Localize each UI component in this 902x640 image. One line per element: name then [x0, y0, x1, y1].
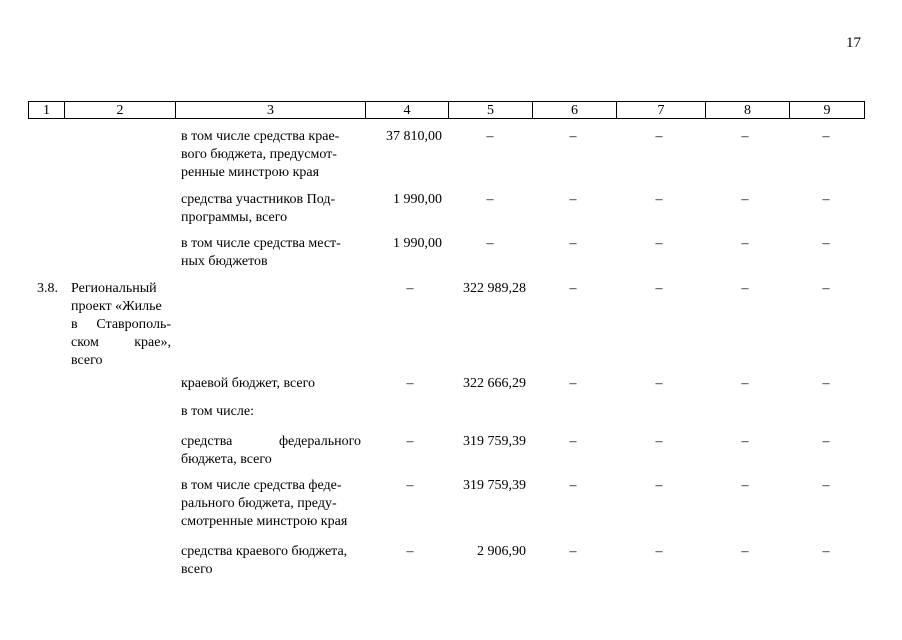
header-cell: 1: [29, 102, 65, 119]
header-cell: 3: [176, 102, 366, 119]
page-number: 17: [846, 35, 861, 51]
text-line: программы, всего: [181, 210, 288, 225]
text-line: Региональный: [71, 281, 157, 296]
row-description: [181, 543, 361, 579]
value-col6: –: [569, 376, 577, 391]
value-col9: –: [822, 478, 830, 493]
text-line: краевой бюджет, всего: [181, 376, 316, 391]
text-line: в том числе:: [181, 404, 254, 419]
value-col9: –: [822, 192, 830, 207]
value-col6: –: [569, 434, 577, 449]
value-col8: –: [741, 376, 749, 391]
value-col7: –: [655, 434, 663, 449]
value-col5: –: [486, 192, 494, 207]
value-col5: 2 906,90: [477, 544, 526, 559]
value-col8: –: [741, 281, 749, 296]
value-col7: –: [655, 129, 663, 144]
value-col9: –: [822, 129, 830, 144]
value-col6: –: [569, 281, 577, 296]
value-col4: –: [406, 478, 414, 493]
text-line: проект «Жилье: [71, 299, 162, 314]
value-col8: –: [741, 236, 749, 251]
value-col7: –: [655, 281, 663, 296]
header-cell: 9: [790, 102, 865, 119]
value-col7: –: [655, 192, 663, 207]
value-col9: –: [822, 281, 830, 296]
value-col6: –: [569, 129, 577, 144]
text-line: рального бюджета, преду-: [181, 496, 337, 511]
row-description: [181, 191, 361, 227]
value-col5: 322 989,28: [463, 281, 526, 296]
value-col8: –: [741, 478, 749, 493]
header-cell: 8: [706, 102, 790, 119]
header-cell: 4: [366, 102, 449, 119]
value-col6: –: [569, 478, 577, 493]
row-description: [181, 403, 361, 421]
text-line: ных бюджетов: [181, 254, 268, 269]
value-col5: –: [486, 236, 494, 251]
text-line: бюджета, всего: [181, 452, 272, 467]
value-col8: –: [741, 434, 749, 449]
header-cell: 2: [65, 102, 176, 119]
text-line: средства участников Под-: [181, 192, 336, 207]
text-line: в Ставрополь-: [71, 317, 171, 332]
value-col4: –: [406, 434, 414, 449]
text-line: в том числе средства феде-: [181, 478, 342, 493]
value-col5: 322 666,29: [463, 376, 526, 391]
row-description: [181, 235, 361, 271]
value-col4: 37 810,00: [386, 129, 442, 144]
value-col4: 1 990,00: [393, 192, 442, 207]
value-col8: –: [741, 544, 749, 559]
item-number: 3.8.: [37, 281, 58, 296]
column-header-table: [28, 101, 865, 119]
row-description: [181, 128, 361, 182]
value-col6: –: [569, 192, 577, 207]
text-line: ренные минстрою края: [181, 165, 320, 180]
header-row: [29, 102, 865, 119]
header-cell: 7: [617, 102, 706, 119]
value-col5: 319 759,39: [463, 434, 526, 449]
text-line: всего: [181, 562, 213, 577]
value-col7: –: [655, 478, 663, 493]
text-line: в том числе средства мест-: [181, 236, 341, 251]
value-col9: –: [822, 434, 830, 449]
value-col7: –: [655, 236, 663, 251]
header-cell: 6: [533, 102, 617, 119]
text-line: в том числе средства крае-: [181, 129, 340, 144]
value-col4: –: [406, 281, 414, 296]
header-cell: 5: [449, 102, 533, 119]
value-col7: –: [655, 376, 663, 391]
text-line: средства федерального: [181, 434, 361, 449]
value-col9: –: [822, 376, 830, 391]
value-col4: –: [406, 544, 414, 559]
text-line: всего: [71, 353, 103, 368]
row-description: [181, 375, 361, 393]
text-line: средства краевого бюджета,: [181, 544, 348, 559]
value-col8: –: [741, 192, 749, 207]
value-col9: –: [822, 236, 830, 251]
value-col7: –: [655, 544, 663, 559]
row-description: [181, 433, 361, 469]
text-line: ском краe»,: [71, 335, 171, 350]
text-line: смотренные минстрою края: [181, 514, 348, 529]
value-col4: 1 990,00: [393, 236, 442, 251]
value-col9: –: [822, 544, 830, 559]
value-col6: –: [569, 236, 577, 251]
row-description: [181, 477, 361, 531]
project-name: [71, 280, 171, 370]
value-col5: –: [486, 129, 494, 144]
value-col8: –: [741, 129, 749, 144]
text-line: вого бюджета, предусмот-: [181, 147, 337, 162]
value-col6: –: [569, 544, 577, 559]
value-col5: 319 759,39: [463, 478, 526, 493]
value-col4: –: [406, 376, 414, 391]
